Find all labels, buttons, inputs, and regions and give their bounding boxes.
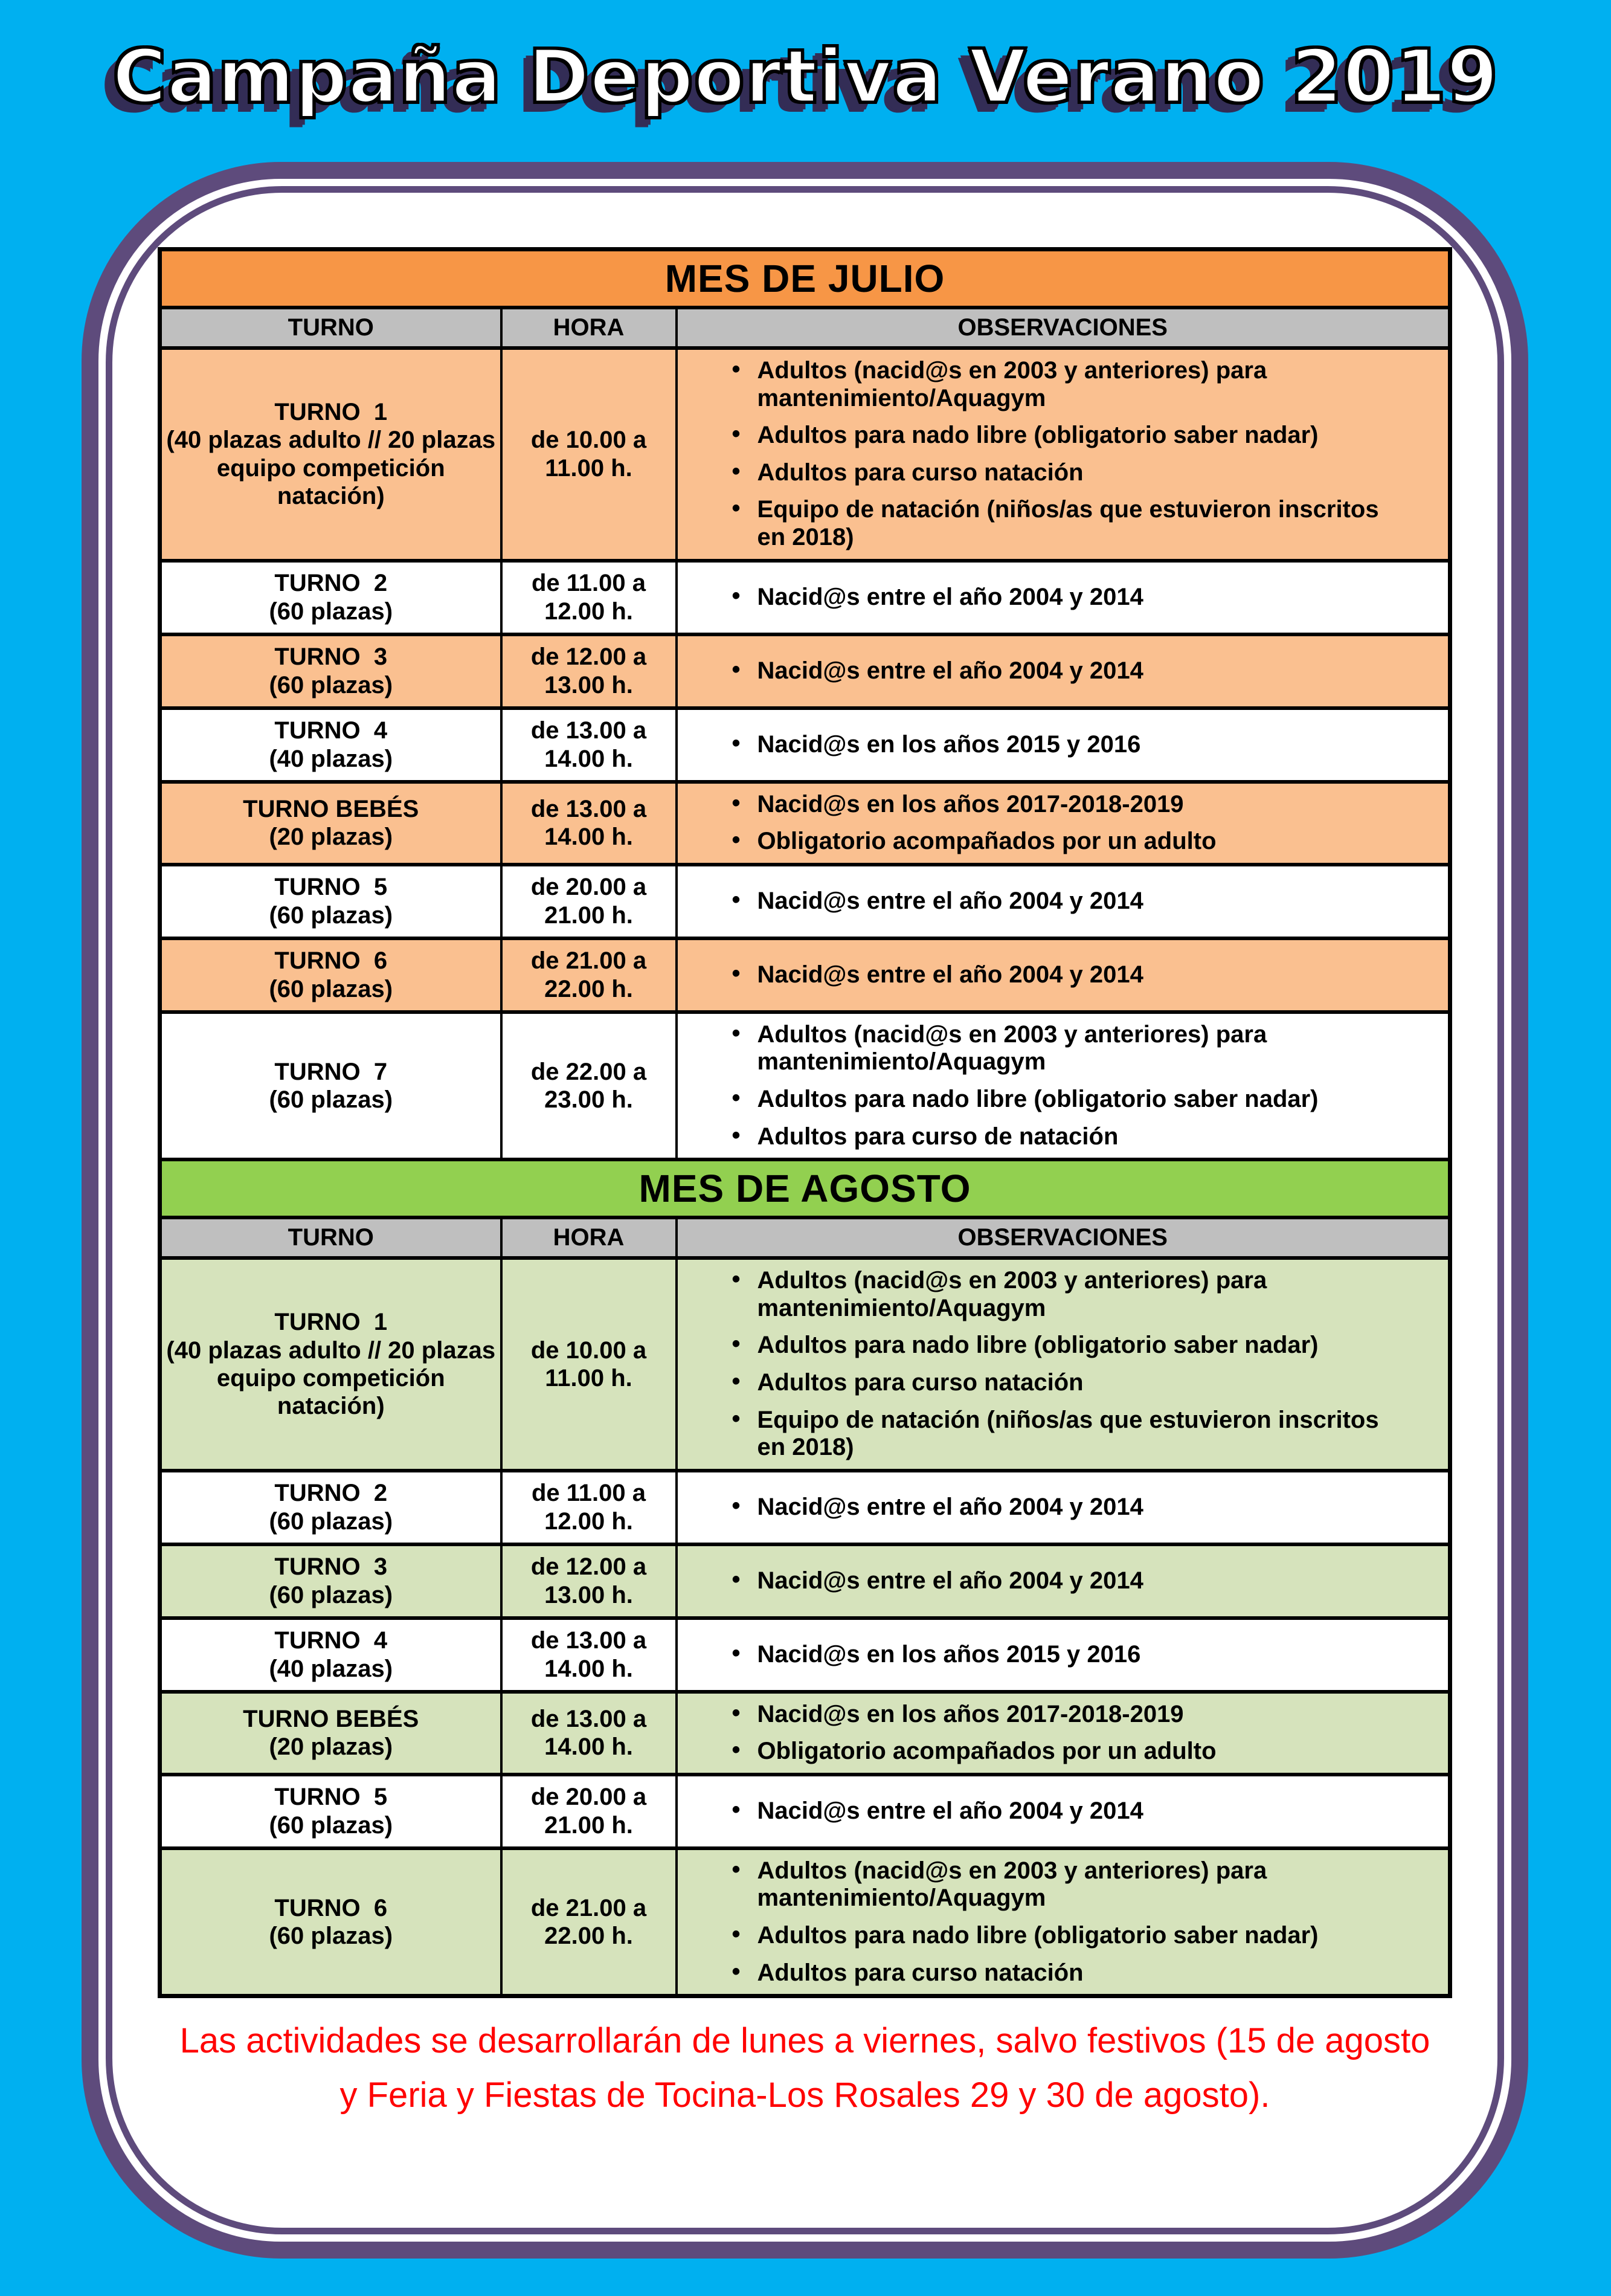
hora-line: 21.00 h. [544, 1811, 633, 1839]
observation-list [681, 581, 1445, 614]
hora-line: 23.00 h. [544, 1086, 633, 1113]
observation-list [681, 788, 1445, 858]
table-row [160, 1471, 1450, 1544]
hora-line: de 11.00 a [531, 570, 646, 597]
observaciones-cell [677, 1775, 1450, 1848]
turno-label: TURNO 5 [274, 874, 388, 901]
turno-detail: (60 plazas) [269, 598, 393, 625]
observaciones-cell [677, 1692, 1450, 1775]
month-header-julio: MES DE JULIO [160, 250, 1450, 308]
hora-line: 14.00 h. [544, 1733, 633, 1761]
turno-cell [160, 561, 501, 634]
section-agosto [160, 1159, 1450, 1996]
turno-cell [160, 348, 501, 561]
hora-line: de 13.00 a [530, 1705, 647, 1732]
observation-list [681, 1698, 1445, 1768]
table-row [160, 348, 1450, 561]
column-header: HORA [501, 308, 677, 348]
turno-cell [160, 1544, 501, 1618]
turno-label: TURNO 3 [274, 1553, 388, 1581]
turno-detail: (60 plazas) [269, 901, 393, 929]
turno-label: TURNO 2 [274, 570, 388, 597]
table-row [160, 865, 1450, 938]
observation-item: • Adultos para nado libre (obligatorio saber nadar) [731, 422, 1409, 450]
turno-detail: (60 plazas) [269, 975, 393, 1002]
card-content [112, 193, 1497, 2228]
hora-line: 14.00 h. [544, 745, 633, 772]
schedule-card [82, 162, 1528, 2259]
observaciones-cell [677, 1618, 1450, 1692]
hora-cell [501, 938, 677, 1012]
turno-detail: (60 plazas) [269, 1086, 393, 1113]
hora-cell [501, 1692, 677, 1775]
schedule-card-inner [106, 186, 1504, 2234]
hora-line: 22.00 h. [544, 975, 633, 1002]
observation-item: • Equipo de natación (niños/as que estuvieron inscritos en 2018) [731, 1407, 1409, 1462]
hora-cell [501, 348, 677, 561]
hora-line: 13.00 h. [544, 671, 633, 698]
month-header-row [160, 250, 1450, 308]
table-row [160, 1544, 1450, 1618]
hora-cell [501, 708, 677, 782]
observation-item: • Adultos (nacid@s en 2003 y anteriores) para mantenimiento/Aquagym [731, 357, 1409, 412]
observation-item: • Adultos para curso de natación [731, 1123, 1409, 1151]
observation-item: • Nacid@s entre el año 2004 y 2014 [731, 1798, 1409, 1825]
turno-cell [160, 1848, 501, 1996]
turno-cell [160, 1618, 501, 1692]
observation-list [681, 1565, 1445, 1598]
turno-detail: (20 plazas) [269, 824, 393, 851]
hora-line: 11.00 h. [545, 1364, 632, 1391]
turno-label: TURNO 4 [274, 717, 388, 744]
column-header-row [160, 1217, 1450, 1258]
hora-line: de 10.00 a [530, 427, 647, 454]
hora-cell [501, 634, 677, 708]
table-row [160, 634, 1450, 708]
observation-item: • Adultos (nacid@s en 2003 y anteriores) para mantenimiento/Aquagym [731, 1857, 1409, 1912]
turno-detail: (40 plazas adulto // 20 plazas equipo competición natación) [166, 1337, 496, 1420]
hora-line: de 12.00 a [530, 1553, 647, 1581]
hora-line: de 13.00 a [530, 1627, 647, 1654]
hora-line: 12.00 h. [544, 598, 633, 625]
schedule-table [158, 247, 1452, 1998]
section-julio [160, 250, 1450, 1160]
observation-item: • Obligatorio acompañados por un adulto [731, 828, 1409, 856]
observaciones-cell [677, 1471, 1450, 1544]
hora-line: 21.00 h. [544, 901, 633, 929]
turno-label: TURNO 4 [274, 1627, 388, 1654]
hora-cell [501, 782, 677, 865]
poster-title: Campaña Deportiva Verano 2019 [112, 34, 1499, 120]
table-row [160, 1848, 1450, 1996]
hora-line: de 20.00 a [530, 874, 647, 901]
observation-item: • Adultos para curso natación [731, 459, 1409, 487]
observaciones-cell [677, 865, 1450, 938]
observation-list [681, 1491, 1445, 1524]
observation-list [681, 1019, 1445, 1153]
observation-item: • Nacid@s en los años 2017-2018-2019 [731, 1701, 1409, 1729]
turno-label: TURNO BEBÉS [243, 1705, 419, 1732]
observation-list [681, 1855, 1445, 1989]
table-row [160, 1775, 1450, 1848]
hora-line: de 12.00 a [530, 643, 647, 671]
observation-item: • Adultos (nacid@s en 2003 y anteriores) para mantenimiento/Aquagym [731, 1021, 1409, 1076]
turno-label: TURNO 1 [274, 1309, 388, 1336]
turno-cell [160, 634, 501, 708]
hora-line: de 10.00 a [530, 1337, 647, 1364]
table-row [160, 1012, 1450, 1159]
observaciones-cell [677, 634, 1450, 708]
turno-cell [160, 865, 501, 938]
hora-cell [501, 865, 677, 938]
observaciones-cell [677, 782, 1450, 865]
turno-cell [160, 1775, 501, 1848]
hora-line: 13.00 h. [544, 1581, 633, 1608]
table-row [160, 938, 1450, 1012]
hora-cell [501, 1544, 677, 1618]
turno-detail: (40 plazas) [269, 1655, 393, 1682]
column-header-row [160, 308, 1450, 348]
hora-cell [501, 1618, 677, 1692]
observation-list [681, 959, 1445, 992]
turno-label: TURNO 6 [274, 947, 388, 975]
hora-line: 14.00 h. [544, 1655, 633, 1682]
observaciones-cell [677, 348, 1450, 561]
hora-line: 11.00 h. [545, 454, 632, 482]
hora-cell [501, 1258, 677, 1471]
column-header: OBSERVACIONES [677, 1217, 1450, 1258]
observaciones-cell [677, 708, 1450, 782]
observaciones-cell [677, 1012, 1450, 1159]
observation-item: • Nacid@s entre el año 2004 y 2014 [731, 961, 1409, 989]
hora-cell [501, 1012, 677, 1159]
turno-label: TURNO 3 [274, 643, 388, 671]
hora-line: de 13.00 a [530, 795, 647, 822]
hora-line: de 21.00 a [530, 1894, 647, 1921]
hora-line: 22.00 h. [544, 1923, 633, 1950]
turno-detail: (60 plazas) [269, 1923, 393, 1950]
turno-detail: (60 plazas) [269, 1811, 393, 1839]
table-row [160, 782, 1450, 865]
turno-label: TURNO 5 [274, 1784, 388, 1811]
hora-line: de 21.00 a [530, 947, 647, 975]
turno-cell [160, 1258, 501, 1471]
column-header: HORA [501, 1217, 677, 1258]
turno-label: TURNO 1 [274, 399, 388, 425]
observation-item: • Adultos para curso natación [731, 1369, 1409, 1397]
observation-item: • Adultos para nado libre (obligatorio saber nadar) [731, 1332, 1409, 1359]
observation-item: • Nacid@s entre el año 2004 y 2014 [731, 888, 1409, 915]
turno-cell [160, 1471, 501, 1544]
turno-label: TURNO 7 [274, 1058, 388, 1085]
observation-item: • Adultos para nado libre (obligatorio saber nadar) [731, 1086, 1409, 1114]
observation-list [681, 885, 1445, 918]
observation-item: • Nacid@s en los años 2015 y 2016 [731, 1641, 1409, 1669]
observation-item: • Obligatorio acompañados por un adulto [731, 1738, 1409, 1766]
observation-item: • Adultos para curso natación [731, 1959, 1409, 1987]
observation-list [681, 655, 1445, 688]
table-row [160, 561, 1450, 634]
footer-line: Las actividades se desarrollarán de lunes a viernes, salvo festivos (15 de agosto [179, 2021, 1430, 2061]
observaciones-cell [677, 1544, 1450, 1618]
observation-item: • Equipo de natación (niños/as que estuvieron inscritos en 2018) [731, 496, 1409, 551]
hora-line: 12.00 h. [544, 1508, 633, 1535]
hora-cell [501, 1775, 677, 1848]
observation-list [681, 355, 1445, 554]
table-row [160, 1692, 1450, 1775]
observation-item: • Nacid@s en los años 2017-2018-2019 [731, 791, 1409, 819]
hora-cell [501, 1471, 677, 1544]
table-row [160, 1618, 1450, 1692]
observation-list [681, 1265, 1445, 1464]
turno-label: TURNO BEBÉS [243, 795, 419, 822]
turno-label: TURNO 6 [274, 1894, 388, 1921]
observation-list [681, 1795, 1445, 1828]
turno-label: TURNO 2 [274, 1480, 388, 1507]
turno-cell [160, 1692, 501, 1775]
observaciones-cell [677, 938, 1450, 1012]
footer-line: y Feria y Fiestas de Tocina-Los Rosales 29 y 30 de agosto). [339, 2075, 1270, 2115]
observaciones-cell [677, 561, 1450, 634]
observation-item: • Nacid@s en los años 2015 y 2016 [731, 731, 1409, 759]
hora-line: de 20.00 a [530, 1784, 647, 1811]
turno-cell [160, 708, 501, 782]
turno-cell [160, 782, 501, 865]
observation-item: • Adultos (nacid@s en 2003 y anteriores) para mantenimiento/Aquagym [731, 1267, 1409, 1322]
footer-note [112, 2014, 1497, 2123]
observation-item: • Nacid@s entre el año 2004 y 2014 [731, 1567, 1409, 1595]
hora-line: de 22.00 a [530, 1058, 647, 1085]
observaciones-cell [677, 1258, 1450, 1471]
hora-cell [501, 561, 677, 634]
turno-detail: (40 plazas) [269, 745, 393, 772]
month-header-agosto: MES DE AGOSTO [160, 1159, 1450, 1217]
column-header: TURNO [160, 308, 501, 348]
turno-detail: (20 plazas) [269, 1733, 393, 1761]
column-header: TURNO [160, 1217, 501, 1258]
observation-item: • Nacid@s entre el año 2004 y 2014 [731, 1494, 1409, 1521]
observaciones-cell [677, 1848, 1450, 1996]
turno-detail: (60 plazas) [269, 1581, 393, 1608]
turno-cell [160, 938, 501, 1012]
column-header: OBSERVACIONES [677, 308, 1450, 348]
turno-cell [160, 1012, 501, 1159]
turno-detail: (40 plazas adulto // 20 plazas equipo competición natación) [166, 427, 496, 510]
observation-item: • Adultos para nado libre (obligatorio saber nadar) [731, 1922, 1409, 1950]
month-header-row [160, 1159, 1450, 1217]
hora-line: de 13.00 a [530, 717, 647, 744]
hora-cell [501, 1848, 677, 1996]
observation-list [681, 1639, 1445, 1671]
observation-item: • Nacid@s entre el año 2004 y 2014 [731, 657, 1409, 685]
table-row [160, 708, 1450, 782]
hora-line: 14.00 h. [544, 824, 633, 851]
table-row [160, 1258, 1450, 1471]
observation-list [681, 729, 1445, 761]
turno-detail: (60 plazas) [269, 671, 393, 698]
hora-line: de 11.00 a [531, 1480, 646, 1507]
turno-detail: (60 plazas) [269, 1508, 393, 1535]
observation-item: • Nacid@s entre el año 2004 y 2014 [731, 584, 1409, 611]
